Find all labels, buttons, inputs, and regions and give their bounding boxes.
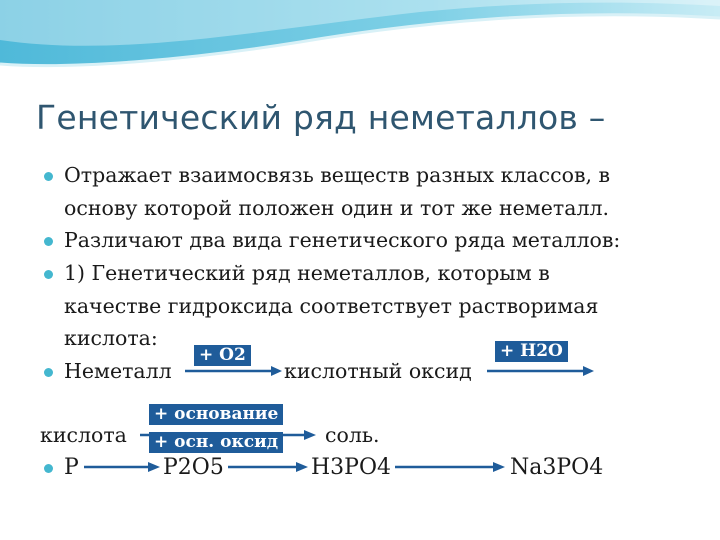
bullet-dot — [44, 464, 53, 473]
chain-acid: кислота — [40, 423, 127, 447]
slide-title: Генетический ряд неметаллов – — [36, 98, 606, 137]
bullet-dot — [44, 172, 53, 181]
reagent-o2-box: + O2 — [193, 344, 252, 367]
bullet-dot — [44, 270, 53, 279]
arrow-p2o5-to-h3po4 — [228, 460, 308, 474]
chain-acid-oxide: кислотный оксид — [284, 359, 472, 383]
formula-p: P — [64, 455, 79, 480]
header-banner — [0, 0, 720, 80]
bullet-1-line-2: основу которой положен один и тот же неметалл. — [64, 196, 610, 220]
bullet-2-line-1: Различают два вида генетического ряда металлов: — [64, 228, 621, 252]
formula-h3po4: H3PO4 — [311, 455, 392, 480]
reagent-base-oxide-box: + осн. оксид — [148, 431, 284, 454]
chain-nonmetal: Неметалл — [64, 359, 172, 383]
reagent-h2o-box: + H2O — [494, 340, 569, 363]
arrow-nonmetal-to-oxide — [185, 364, 285, 378]
bullet-dot — [44, 237, 53, 246]
arrow-acid-to-salt — [140, 428, 320, 442]
arrow-p-to-p2o5 — [84, 460, 164, 474]
arrow-h3po4-to-na3po4 — [395, 460, 507, 474]
formula-p2o5: P2O5 — [163, 455, 224, 480]
arrow-oxide-to-acid — [487, 364, 597, 378]
bullet-3-line-2: качестве гидроксида соответствует растворимая — [64, 294, 599, 318]
bullet-3-line-1: 1) Генетический ряд неметаллов, которым в — [64, 261, 550, 285]
chain-salt: соль. — [325, 423, 380, 447]
formula-na3po4: Na3PO4 — [510, 455, 604, 480]
bullet-dot — [44, 368, 53, 377]
bullet-3-line-3: кислота: — [64, 326, 158, 350]
bullet-1-line-1: Отражает взаимосвязь веществ разных классов, в — [64, 163, 611, 187]
reagent-base-box: + основание — [148, 403, 284, 426]
